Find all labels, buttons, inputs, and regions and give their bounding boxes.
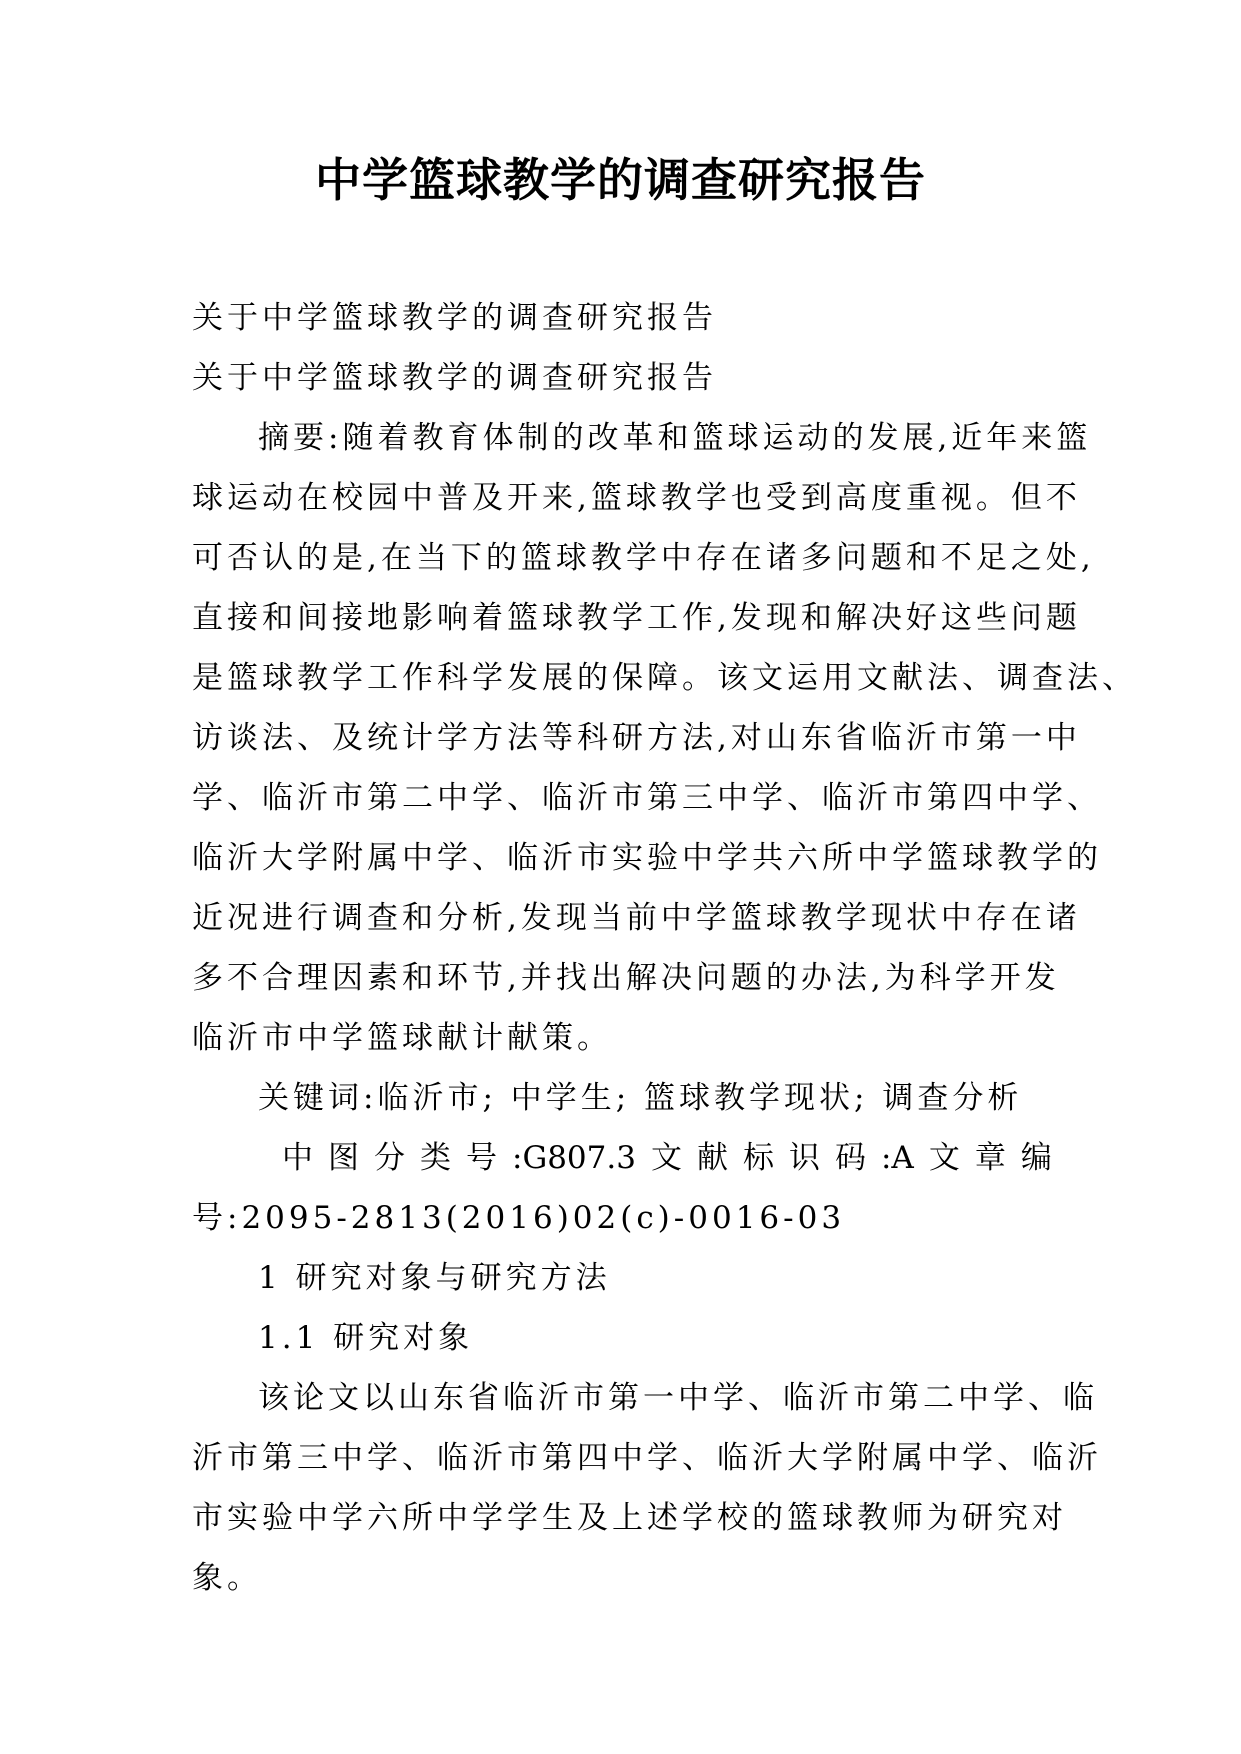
abstract-line: 访谈法、及统计学方法等科研方法,对山东省临沂市第一中 (192, 720, 1081, 756)
abstract-line: 是篮球教学工作科学发展的保障。该文运用文献法、调查法、 (192, 660, 1137, 696)
abstract-line: 多不合理因素和环节,并找出解决问题的办法,为科学开发 (192, 960, 1060, 996)
classification-token: 码 (834, 1140, 866, 1176)
abstract-line: 近况进行调查和分析,发现当前中学篮球教学现状中存在诸 (192, 900, 1081, 936)
abstract-line: 可否认的是,在当下的篮球教学中存在诸多问题和不足之处, (192, 540, 1095, 576)
abstract-line: 球运动在校园中普及开来,篮球教学也受到高度重视。但不 (192, 480, 1081, 516)
classification-token: :G807.3 (512, 1140, 636, 1176)
abstract-line: 临沂大学附属中学、临沂市实验中学共六所中学篮球教学的 (192, 840, 1102, 876)
classification-continuation: 号:2095-2813(2016)02(c)-0016-03 (192, 1200, 846, 1236)
subtitle-line-1: 关于中学篮球教学的调查研究报告 (192, 300, 717, 336)
classification-token: 献 (696, 1140, 728, 1176)
classification-token: 号 (466, 1140, 497, 1176)
classification-token: 类 (420, 1140, 451, 1176)
classification-token: 识 (788, 1140, 820, 1176)
document-body (192, 288, 1137, 1608)
classification-token: 章 (974, 1140, 1006, 1176)
classification-line (192, 1128, 1052, 1188)
keywords-line: 关键词:临沂市; 中学生; 篮球教学现状; 调查分析 (258, 1080, 1023, 1116)
abstract-line: 摘要:随着教育体制的改革和篮球运动的发展,近年来篮 (258, 420, 1092, 456)
classification-token: 标 (742, 1140, 774, 1176)
classification-token: 文 (650, 1140, 682, 1176)
classification-token: 编 (1020, 1140, 1052, 1176)
research-line: 市实验中学六所中学学生及上述学校的篮球教师为研究对 (192, 1500, 1067, 1536)
classification-token: 文 (928, 1140, 960, 1176)
research-line: 沂市第三中学、临沂市第四中学、临沂大学附属中学、临沂 (192, 1440, 1102, 1476)
classification-token: 中 (282, 1140, 313, 1176)
research-line: 该论文以山东省临沂市第一中学、临沂市第二中学、临 (258, 1380, 1098, 1416)
classification-token: 分 (374, 1140, 405, 1176)
classification-token: 图 (328, 1140, 359, 1176)
classification-token: :A (880, 1140, 914, 1176)
abstract-line: 学、临沂市第二中学、临沂市第三中学、临沂市第四中学、 (192, 780, 1102, 816)
section-heading: 1 研究对象与研究方法 (258, 1260, 611, 1296)
abstract-line: 直接和间接地影响着篮球教学工作,发现和解决好这些问题 (192, 600, 1081, 636)
subsection-heading: 1.1 研究对象 (258, 1320, 474, 1356)
abstract-line: 临沂市中学篮球献计献策。 (192, 1020, 612, 1056)
subtitle-line-2: 关于中学篮球教学的调查研究报告 (192, 360, 717, 396)
research-line: 象。 (192, 1560, 262, 1596)
page-title: 中学篮球教学的调查研究报告 (315, 153, 926, 207)
